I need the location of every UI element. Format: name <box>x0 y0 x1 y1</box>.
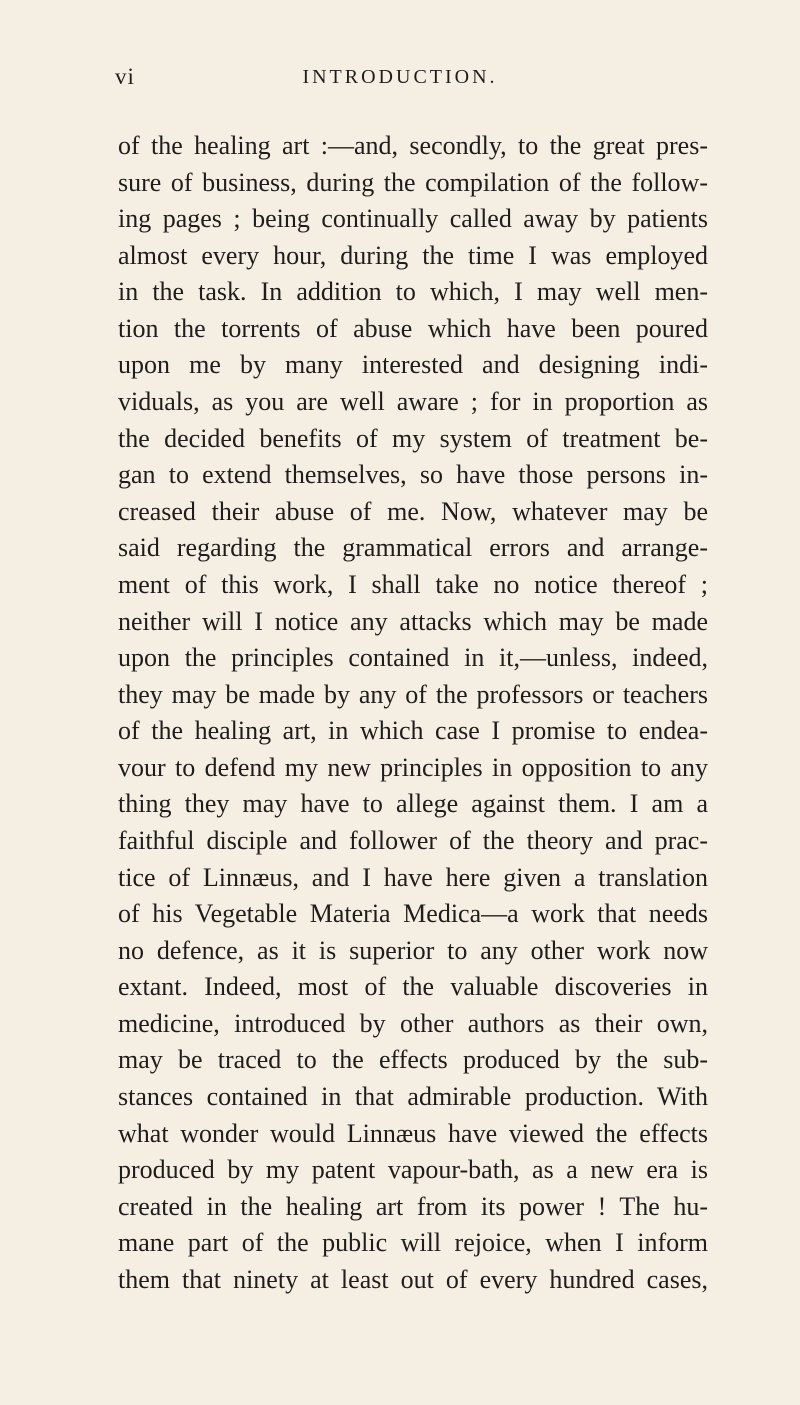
text-line: stances contained in that admirable production. With <box>118 1082 708 1112</box>
running-title: INTRODUCTION. <box>302 66 498 88</box>
text-line: in the task. In addition to which, I may well men- <box>118 277 708 307</box>
text-line: ing pages ; being continually called away by patients <box>118 204 708 234</box>
text-line: medicine, introduced by other authors as their own, <box>118 1008 708 1038</box>
text-line: of his Vegetable Materia Medica—a work that needs <box>118 899 708 929</box>
text-line: sure of business, during the compilation of the follow- <box>118 167 708 197</box>
text-line: of the healing art :—and, secondly, to the great pres- <box>118 131 708 160</box>
body-text <box>118 128 708 1299</box>
text-line: no defence, as it is superior to any other work now <box>118 935 708 965</box>
text-line: what wonder would Linnæus have viewed the effects <box>118 1118 708 1148</box>
text-line: extant. Indeed, most of the valuable discoveries in <box>118 972 708 1002</box>
text-line: the decided benefits of my system of treatment be- <box>118 423 708 453</box>
text-line: may be traced to the effects produced by the sub- <box>118 1045 708 1075</box>
page-number: vi <box>115 64 135 89</box>
text-line: of the healing art, in which case I promise to endea- <box>118 716 708 746</box>
text-line: upon the principles contained in it,—unless, indeed, <box>118 643 708 673</box>
text-line: faithful disciple and follower of the theory and prac- <box>118 825 708 855</box>
text-line: gan to extend themselves, so have those persons in- <box>118 460 708 490</box>
text-line: neither will I notice any attacks which may be made <box>118 606 708 636</box>
page-header <box>0 64 800 96</box>
text-line: upon me by many interested and designing indi- <box>118 350 708 380</box>
text-line: them that ninety at least out of every hundred cases, <box>118 1264 708 1294</box>
text-line: almost every hour, during the time I was employed <box>118 240 708 270</box>
text-line: ment of this work, I shall take no notice thereof ; <box>118 569 708 599</box>
text-line: they may be made by any of the professors or teachers <box>118 679 708 709</box>
text-line: mane part of the public will rejoice, when I inform <box>118 1228 708 1258</box>
text-line: tion the torrents of abuse which have been poured <box>118 313 708 343</box>
text-line: viduals, as you are well aware ; for in proportion as <box>118 387 708 417</box>
text-line: vour to defend my new principles in opposition to any <box>118 752 708 782</box>
text-line: created in the healing art from its power ! The hu- <box>118 1191 708 1221</box>
text-line: tice of Linnæus, and I have here given a translation <box>118 862 708 892</box>
text-line: produced by my patent vapour-bath, as a new era is <box>118 1155 708 1185</box>
text-line: thing they may have to allege against them. I am a <box>118 789 708 819</box>
text-line: creased their abuse of me. Now, whatever may be <box>118 496 708 526</box>
text-line: said regarding the grammatical errors and arrange- <box>118 533 708 563</box>
